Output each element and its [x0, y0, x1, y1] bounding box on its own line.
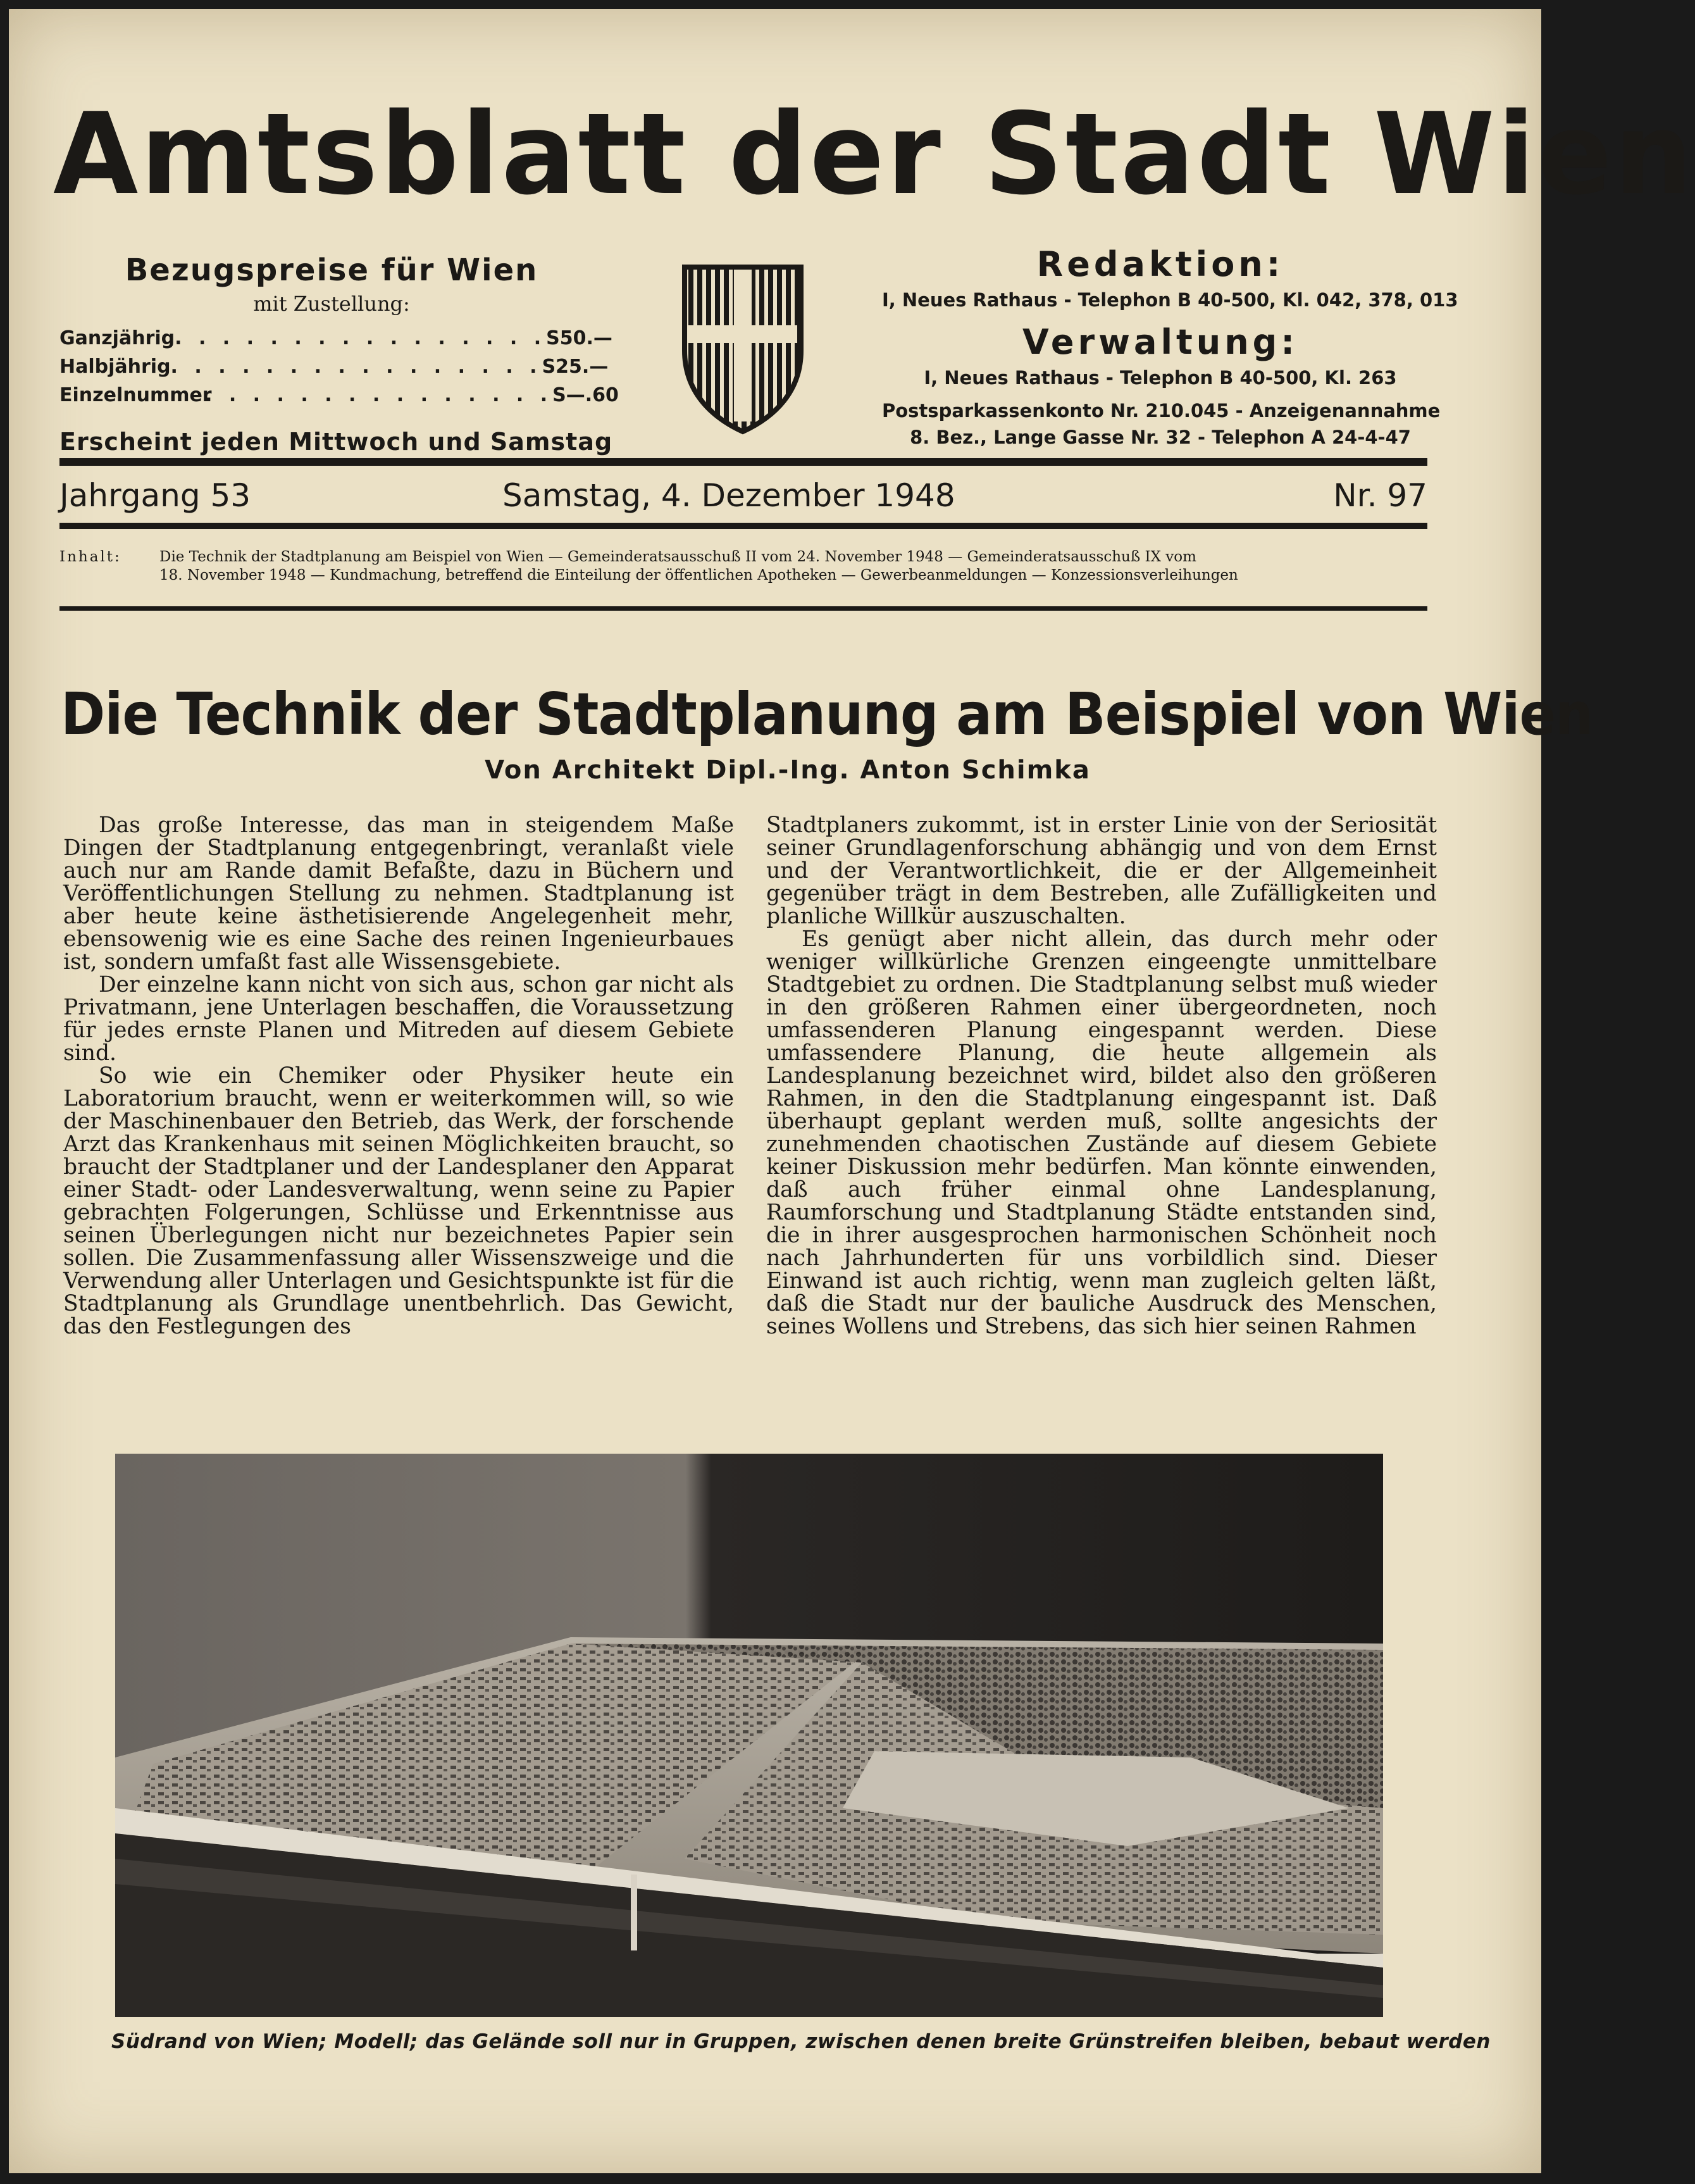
subscription-title: Bezugspreise für Wien [125, 253, 538, 288]
article-column-left [63, 814, 734, 1338]
paragraph: So wie ein Chemiker oder Physiker heute ein Laboratorium braucht, wenn er weiterkommen will, so wie der Maschinenbauer den Betrieb, das Werk, der forschende Arzt das Krankenhaus mit seinen Möglichkeiten braucht, so braucht der Stadtplaner und der Landesplaner den Apparat einer Stadt- oder Landesverwaltung, wenn seine zu Papier gebrachten Folgerungen, Schlüsse und Erkenntnisse aus seinen Überlegungen nicht nur bezeichnetes Papier sein sollen. Die Zusammenfassung aller Wissenszweige und die Verwendung aller Unterlagen und Gesichtspunkte ist für die Stadtplanung als Grundlage unentbehrlich. Das Gewicht, das den Festlegungen des [63, 1063, 734, 1339]
article-headline: Die Technik der Stadtplanung am Beispiel von Wien [61, 680, 1593, 748]
issue-volume: Jahrgang 53 [59, 477, 251, 514]
redaktion-title: Redaktion: [1036, 244, 1284, 284]
price-label: Einzelnummer [59, 384, 212, 406]
postal-account: Postsparkassenkonto Nr. 210.045 - Anzeigenannahme [882, 400, 1441, 421]
price-list [59, 327, 619, 406]
city-model-photo [115, 1454, 1383, 2017]
subscription-box [59, 253, 619, 456]
masthead-title: Amtsblatt der Stadt Wien [53, 89, 1695, 220]
issue-date: Samstag, 4. Dezember 1948 [502, 477, 955, 514]
article-byline: Von Architekt Dipl.-Ing. Anton Schimka [485, 756, 1091, 785]
price-leader-dots: . . . . . . . . . . . . . . . [205, 384, 553, 406]
price-amount: —.60 [566, 384, 619, 406]
price-row [59, 356, 609, 378]
verwaltung-contact: I, Neues Rathaus - Telephon B 40-500, Kl. 263 [924, 367, 1397, 389]
subscription-subtitle: mit Zustellung: [253, 292, 410, 316]
article-column-right [766, 814, 1437, 1338]
price-currency: S [542, 356, 556, 378]
header-rule-bottom [59, 606, 1427, 611]
price-label: Halbjährig [59, 356, 171, 378]
editorial-info [882, 244, 1458, 448]
price-amount: 50.— [559, 327, 612, 349]
contents-line: 18. November 1948 — Kundmachung, betreffend die Einteilung der öffentlichen Apotheken — Gewerbeanmeldungen — Konzessionsverleihungen [159, 567, 1238, 583]
photo-caption: Südrand von Wien; Modell; das Gelände soll nur in Gruppen, zwischen denen breite Grünstreifen bleiben, bebaut werden [111, 2030, 1491, 2053]
header-rule-middle [59, 523, 1427, 529]
price-amount: 25.— [556, 356, 609, 378]
redaktion-contact: I, Neues Rathaus - Telephon B 40-500, Kl. 042, 378, 013 [882, 289, 1458, 311]
paragraph: Das große Interesse, das man in steigendem Maße Dingen der Stadtplanung entgegenbringt, veranlaßt viele auch nur am Rande damit Befaßte, dazu in Büchern und Veröffentlichungen Stellung zu nehmen. Stadtplanung ist aber heute keine ästhetisierende Angelegenheit mehr, ebensowenig wie es eine Sache des reinen Ingenieurbaues ist, sondern umfaßt fast alle Wissensgebiete. [63, 813, 734, 975]
price-label: Ganzjährig [59, 327, 175, 349]
paragraph: Der einzelne kann nicht von sich aus, schon gar nicht als Privatmann, jene Unterlagen beschaffen, die Voraussetzung für jedes ernste Planen und Mitreden auf diesem Gebiete sind. [63, 972, 734, 1066]
price-row [59, 327, 612, 349]
paragraph: Stadtplaners zukommt, ist in erster Linie von der Seriosität seiner Grundlagenforschung abhängig und von dem Ernst und der Verantwortlichkeit, die er der Allgemeinheit gegenüber trägt in dem Bestreben, alle Zufälligkeiten und planliche Willkür auszuschalten. [766, 813, 1437, 929]
paragraph: Es genügt aber nicht allein, das durch mehr oder weniger willkürliche Grenzen eingeengte unmittelbare Stadtgebiet zu ordnen. Die Stadtplanung selbst muß wieder in den größeren Rahmen einer übergeordneten, noch umfassenderen Planung eingespannt werden. Diese umfassendere Planung, die heute allgemein als Landesplanung bezeichnet wird, bildet also den größeren Rahmen, in den die Stadtplanung eingespannt ist. Daß überhaupt geplant werden muß, sollte angesichts der zunehmenden chaotischen Zustände auf diesem Gebiete keiner Diskussion mehr bedürfen. Man könnte einwenden, daß auch früher einmal ohne Landesplanung, Raumforschung und Stadtplanung Städte entstanden sind, die in ihrer ausgesprochen harmonischen Schönheit noch nach Jahrhunderten für uns vorbildlich sind. Dieser Einwand ist auch richtig, wenn man zugleich gelten läßt, daß die Stadt nur der bauliche Ausdruck des Menschen, seines Wollens und Strebens, das sich hier seinen Rahmen [766, 927, 1437, 1339]
contents-line: Die Technik der Stadtplanung am Beispiel von Wien — Gemeinderatsausschuß II vom 24. November 1948 — Gemeinderatsausschuß IX vom [159, 549, 1196, 565]
verwaltung-title: Verwaltung: [1022, 322, 1298, 362]
price-row [59, 384, 619, 406]
issue-dateline [59, 477, 1427, 521]
newspaper-page [9, 9, 1695, 2173]
price-currency: S [546, 327, 560, 349]
header-rule-top [59, 458, 1427, 466]
contents-label: Inhalt: [59, 549, 121, 565]
price-leader-dots: . . . . . . . . . . . . . . . . [175, 327, 547, 349]
publication-frequency: Erscheint jeden Mittwoch und Samstag [59, 428, 613, 456]
vienna-coat-of-arms-icon [680, 262, 806, 436]
price-currency: S [552, 384, 566, 406]
price-leader-dots: . . . . . . . . . . . . . . . . [170, 356, 542, 378]
advertising-address: 8. Bez., Lange Gasse Nr. 32 - Telephon A 24-4-47 [910, 427, 1411, 448]
issue-number: Nr. 97 [1333, 477, 1427, 514]
